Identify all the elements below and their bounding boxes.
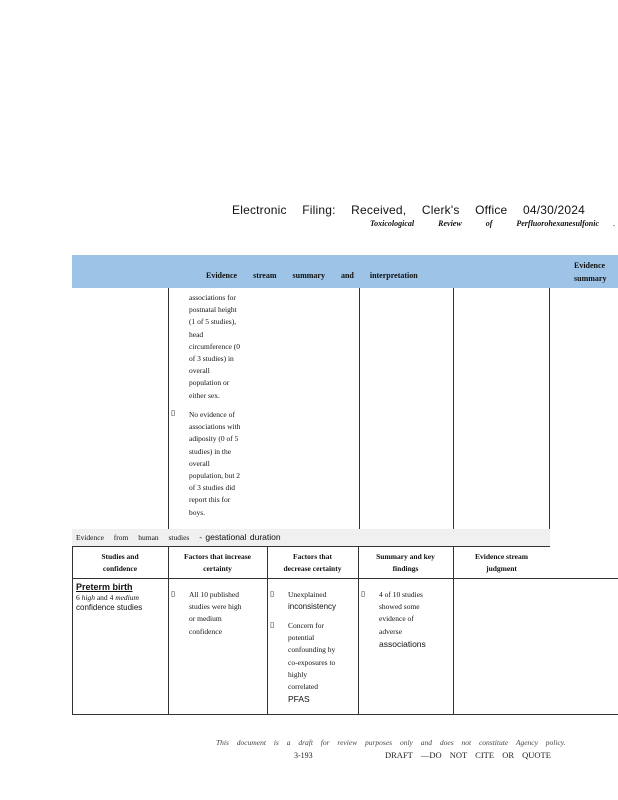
col-header-studies: [72, 551, 168, 575]
confidence-line: [76, 592, 166, 603]
col-header-line: judgment: [486, 564, 517, 573]
text-line: or medium: [189, 614, 222, 624]
text-line: of 3 studies) in: [189, 354, 234, 364]
upper-cell-findings-2: [189, 409, 249, 519]
bullet-icon: ▯: [171, 408, 176, 417]
text-line: population or: [189, 378, 230, 388]
table-divider: [549, 288, 550, 529]
text-line: confidence: [189, 626, 222, 636]
text-line: population, but 2: [189, 471, 241, 481]
word-and: and: [96, 593, 108, 602]
col-header-summary: [358, 551, 453, 575]
page-number: 3-193: [294, 751, 313, 760]
col-header-line: Summary and key: [376, 552, 435, 561]
text-line: associations for: [189, 293, 236, 302]
text-line: co-exposures to: [288, 657, 336, 667]
text-line: adiposity (0 of 5: [189, 434, 239, 444]
text-line: postnatal height: [189, 305, 237, 315]
text-line: overall: [189, 458, 210, 468]
text-line: Unexplained: [288, 590, 327, 599]
text-line: boys.: [189, 507, 206, 517]
preterm-decrease-cell-1: [288, 589, 354, 613]
col-header-judgment: [453, 551, 550, 575]
preterm-summary-cell: [379, 589, 449, 650]
table-header-right-line2: summary: [574, 274, 607, 283]
draft-notice: DRAFT —DO NOT CITE OR QUOTE: [385, 750, 551, 760]
label-medium: medium: [115, 593, 139, 602]
upper-cell-findings-1: [189, 292, 249, 402]
bullet-icon: ▯: [270, 589, 275, 598]
table-divider: [453, 288, 454, 529]
text-line: showed some: [379, 602, 420, 612]
table-rule: [72, 546, 550, 547]
section-label: [76, 532, 281, 542]
col-header-line: decrease certainty: [283, 564, 342, 573]
text-line: confounding by: [288, 645, 336, 655]
text-line: (1 of 5 studies),: [189, 317, 237, 327]
text-line: studies were high: [189, 602, 242, 612]
text-line: circumference (0: [189, 341, 241, 351]
text-line: Concern for: [288, 621, 325, 630]
filing-stamp: Electronic Filing: Received, Clerk's Office 04/30/2024: [232, 203, 586, 217]
col-header-increase: [168, 551, 267, 575]
bullet-icon: ▯: [171, 589, 176, 598]
table-rule: [72, 714, 618, 715]
table-divider: [359, 288, 360, 529]
col-header-line: confidence: [102, 564, 138, 573]
text-line: highly: [288, 669, 308, 679]
col-header-decrease: [267, 551, 358, 575]
col-header-line: Evidence stream: [475, 552, 528, 561]
text-line: of 3 studies did: [189, 483, 236, 493]
table-header-title: Evidence stream summary and interpretation: [206, 271, 418, 280]
preterm-decrease-cell-2: [288, 620, 354, 705]
bullet-icon: ▯: [361, 589, 366, 598]
text-line: report this for: [189, 495, 231, 505]
text-line: correlated: [288, 682, 318, 692]
subtitle-trailing-mark: .: [613, 219, 615, 228]
table-header-right: [574, 259, 606, 285]
text-line: 4 of 10 studies: [379, 590, 423, 599]
text-line: inconsistency: [288, 602, 337, 612]
section-label-prefix: Evidence from human studies: [76, 533, 190, 542]
draft-disclaimer: This document is a draft for review purposes only and does not constitute Agency policy.: [216, 738, 566, 747]
text-line: adverse: [379, 626, 402, 636]
bullet-icon: ▯: [270, 620, 275, 629]
text-line: studies) in the: [189, 446, 232, 456]
count-high: 6: [76, 593, 80, 602]
preterm-studies-cell: [76, 582, 166, 612]
table-divider: [168, 288, 169, 529]
text-line: All 10 published: [189, 590, 239, 599]
text-line: either sex.: [189, 390, 220, 400]
confidence-tail: confidence studies: [76, 603, 143, 612]
label-high: high: [81, 593, 95, 602]
preterm-increase-cell: [189, 589, 261, 638]
text-line: evidence of: [379, 614, 414, 624]
text-line: overall: [189, 366, 210, 376]
text-line: No evidence of: [189, 410, 235, 419]
outcome-title: Preterm birth: [76, 582, 133, 592]
text-line: head: [189, 329, 204, 339]
col-header-line: certainty: [203, 564, 232, 573]
col-header-line: Factors that: [293, 552, 332, 561]
text-line: potential: [288, 633, 315, 643]
col-header-line: Studies and: [101, 552, 139, 561]
document-subtitle: Toxicological Review of Perfluorohexanesulfonic: [370, 219, 600, 228]
col-header-line: findings: [392, 564, 419, 573]
text-line: PFAS: [288, 694, 310, 705]
table-header-right-line1: Evidence: [574, 261, 606, 270]
count-medium: 4: [109, 593, 114, 602]
section-label-suffix: - gestational duration: [199, 532, 281, 542]
text-line: associations with: [189, 422, 241, 432]
table-rule: [72, 578, 618, 579]
col-header-line: Factors that increase: [184, 552, 251, 561]
text-line: associations: [379, 638, 426, 649]
